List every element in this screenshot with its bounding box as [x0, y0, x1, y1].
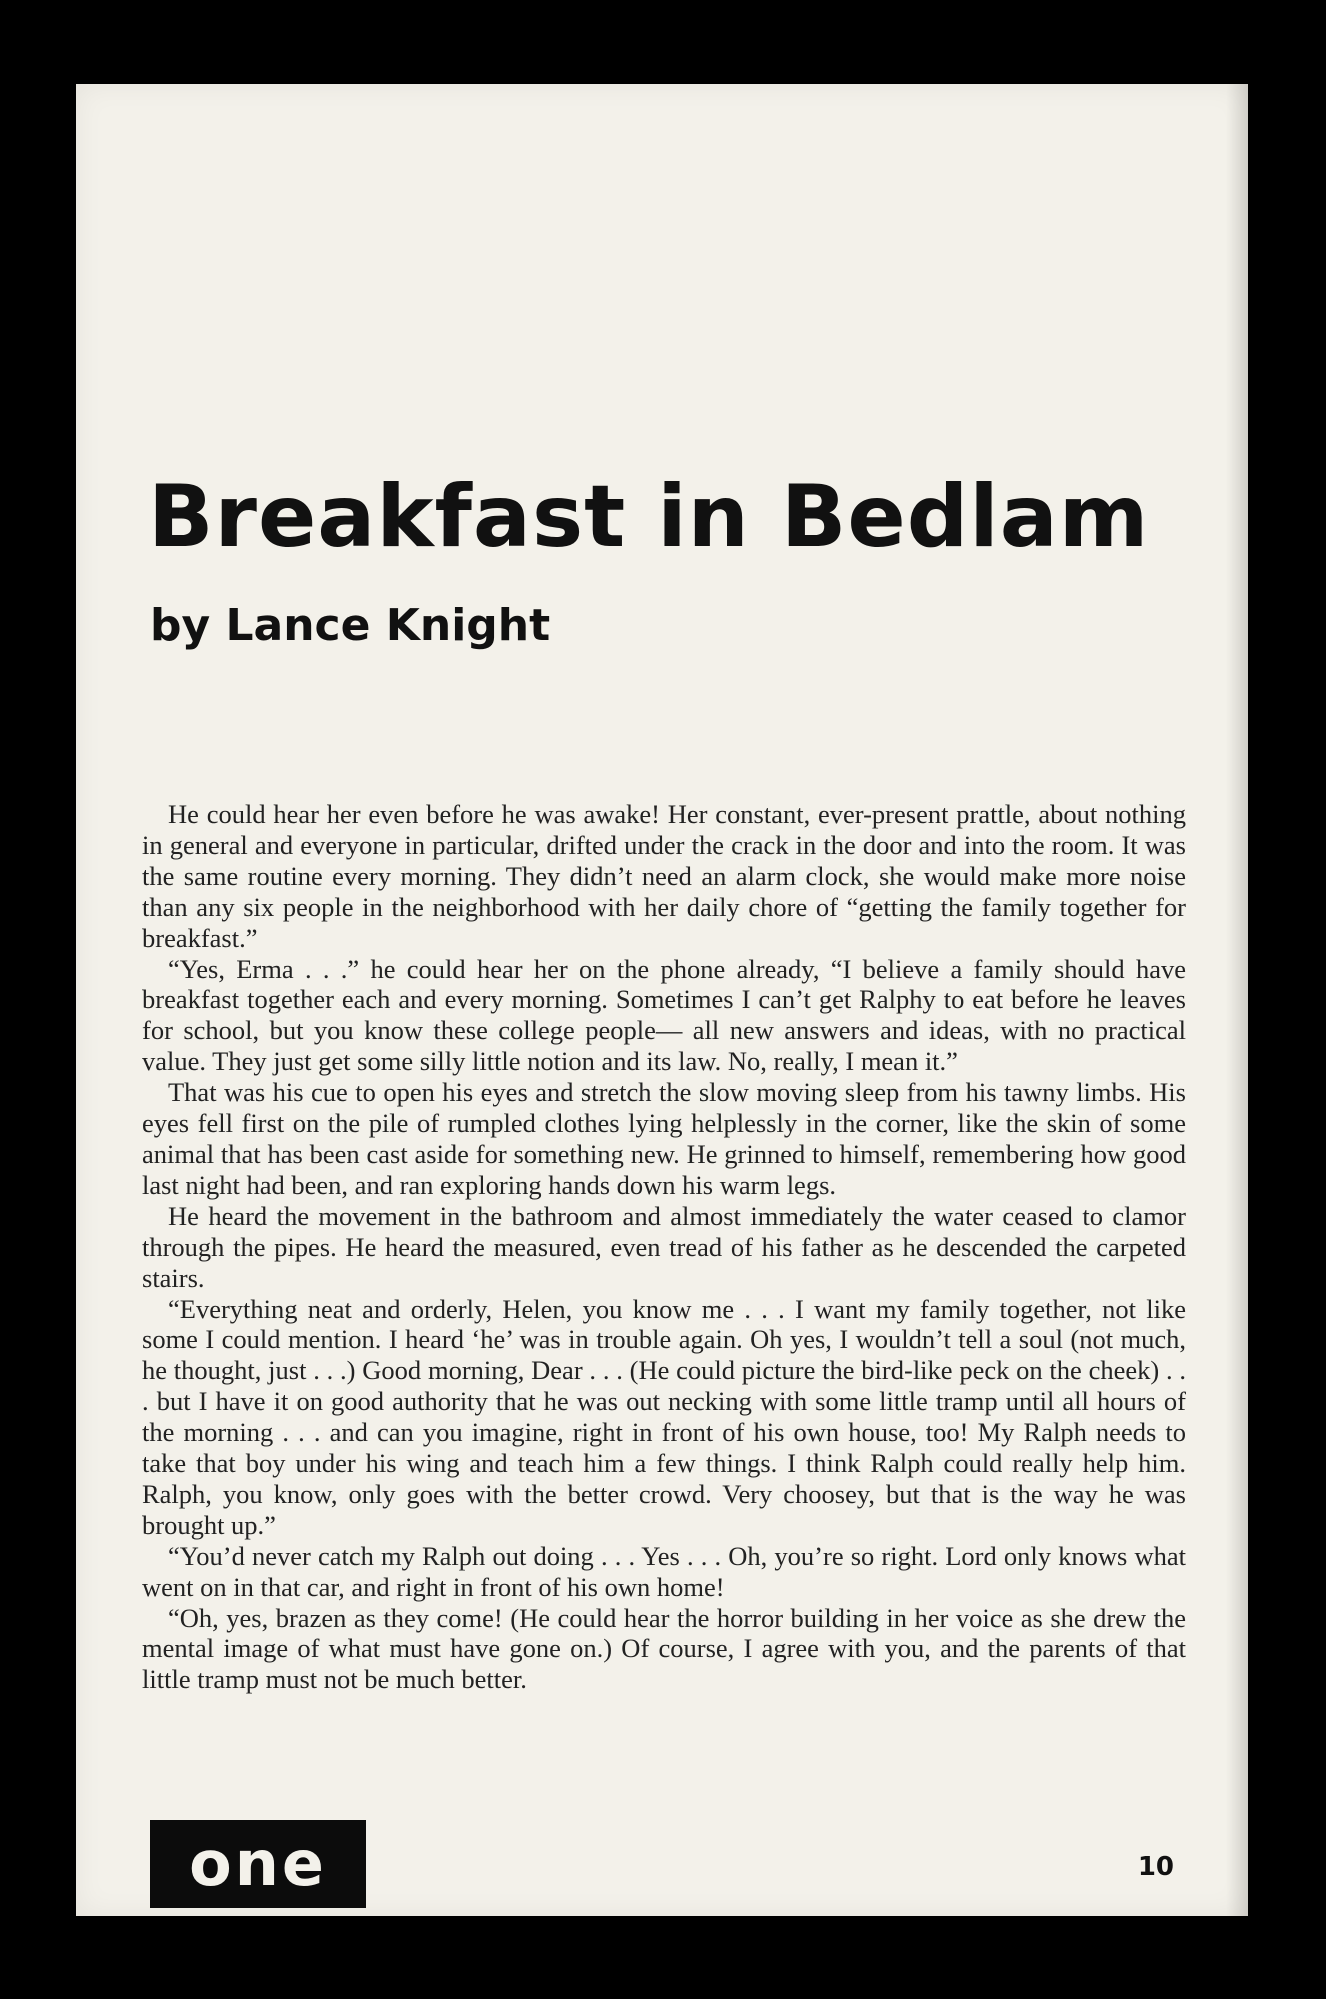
magazine-page: [76, 84, 1248, 1916]
article-byline: by Lance Knight: [150, 600, 551, 651]
paragraph: “You’d never catch my Ralph out doing . . . Yes . . . Oh, you’re so right. Lord only knows what went on in that car, and right in front of his own home!: [142, 1540, 1186, 1602]
paragraph: “Everything neat and orderly, Helen, you know me . . . I want my family together, not like some I could mention. I heard ‘he’ was in trouble again. Oh yes, I wouldn’t tell a soul (not much, he thought, just . . .) Good morning, Dear . . . (He could picture the bird-like peck on the cheek) . . . but I have it on good authority that he was out necking with some little tramp until all hours of the morning . . . and can you imagine, right in front of his own house, too! My Ralph needs to take that boy under his wing and teach him a few things. I think Ralph could really help him. Ralph, you know, only goes with the better crowd. Very choosey, but that is the way he was brought up.”: [142, 1293, 1186, 1540]
paragraph: “Oh, yes, brazen as they come! (He could hear the horror building in her voice as she drew the mental image of what must have gone on.) Of course, I agree with you, and the parents of that little tramp must not be much better.: [142, 1602, 1186, 1695]
paragraph: He could hear her even before he was awake! Her constant, ever-present prattle, about nothing in general and everyone in particular, drifted under the crack in the door and into the room. It was the same routine every morning. They didn’t need an alarm clock, she would make more noise than any six people in the neighborhood with her daily chore of “getting the family together for breakfast.”: [142, 799, 1186, 953]
magazine-logo: one: [150, 1820, 366, 1908]
page-number: 10: [1137, 1852, 1174, 1882]
article-body: [142, 799, 1186, 1695]
article-title: Breakfast in Bedlam: [148, 467, 1150, 567]
paragraph: He heard the movement in the bathroom and almost immediately the water ceased to clamor through the pipes. He heard the measured, even tread of his father as he descended the carpeted stairs.: [142, 1200, 1186, 1293]
page-edge-shadow: [1226, 84, 1248, 1916]
paragraph: That was his cue to open his eyes and stretch the slow moving sleep from his tawny limbs. His eyes fell first on the pile of rumpled clothes lying helplessly in the corner, like the skin of some animal that has been cast aside for something new. He grinned to himself, remembering how good last night had been, and ran exploring hands down his warm legs.: [142, 1077, 1186, 1200]
paragraph: “Yes, Erma . . .” he could hear her on the phone already, “I believe a family should have breakfast together each and every morning. Sometimes I can’t get Ralphy to eat before he leaves for school, but you know these college people— all new answers and ideas, with no practical value. They just get some silly little notion and its law. No, really, I mean it.”: [142, 953, 1186, 1077]
